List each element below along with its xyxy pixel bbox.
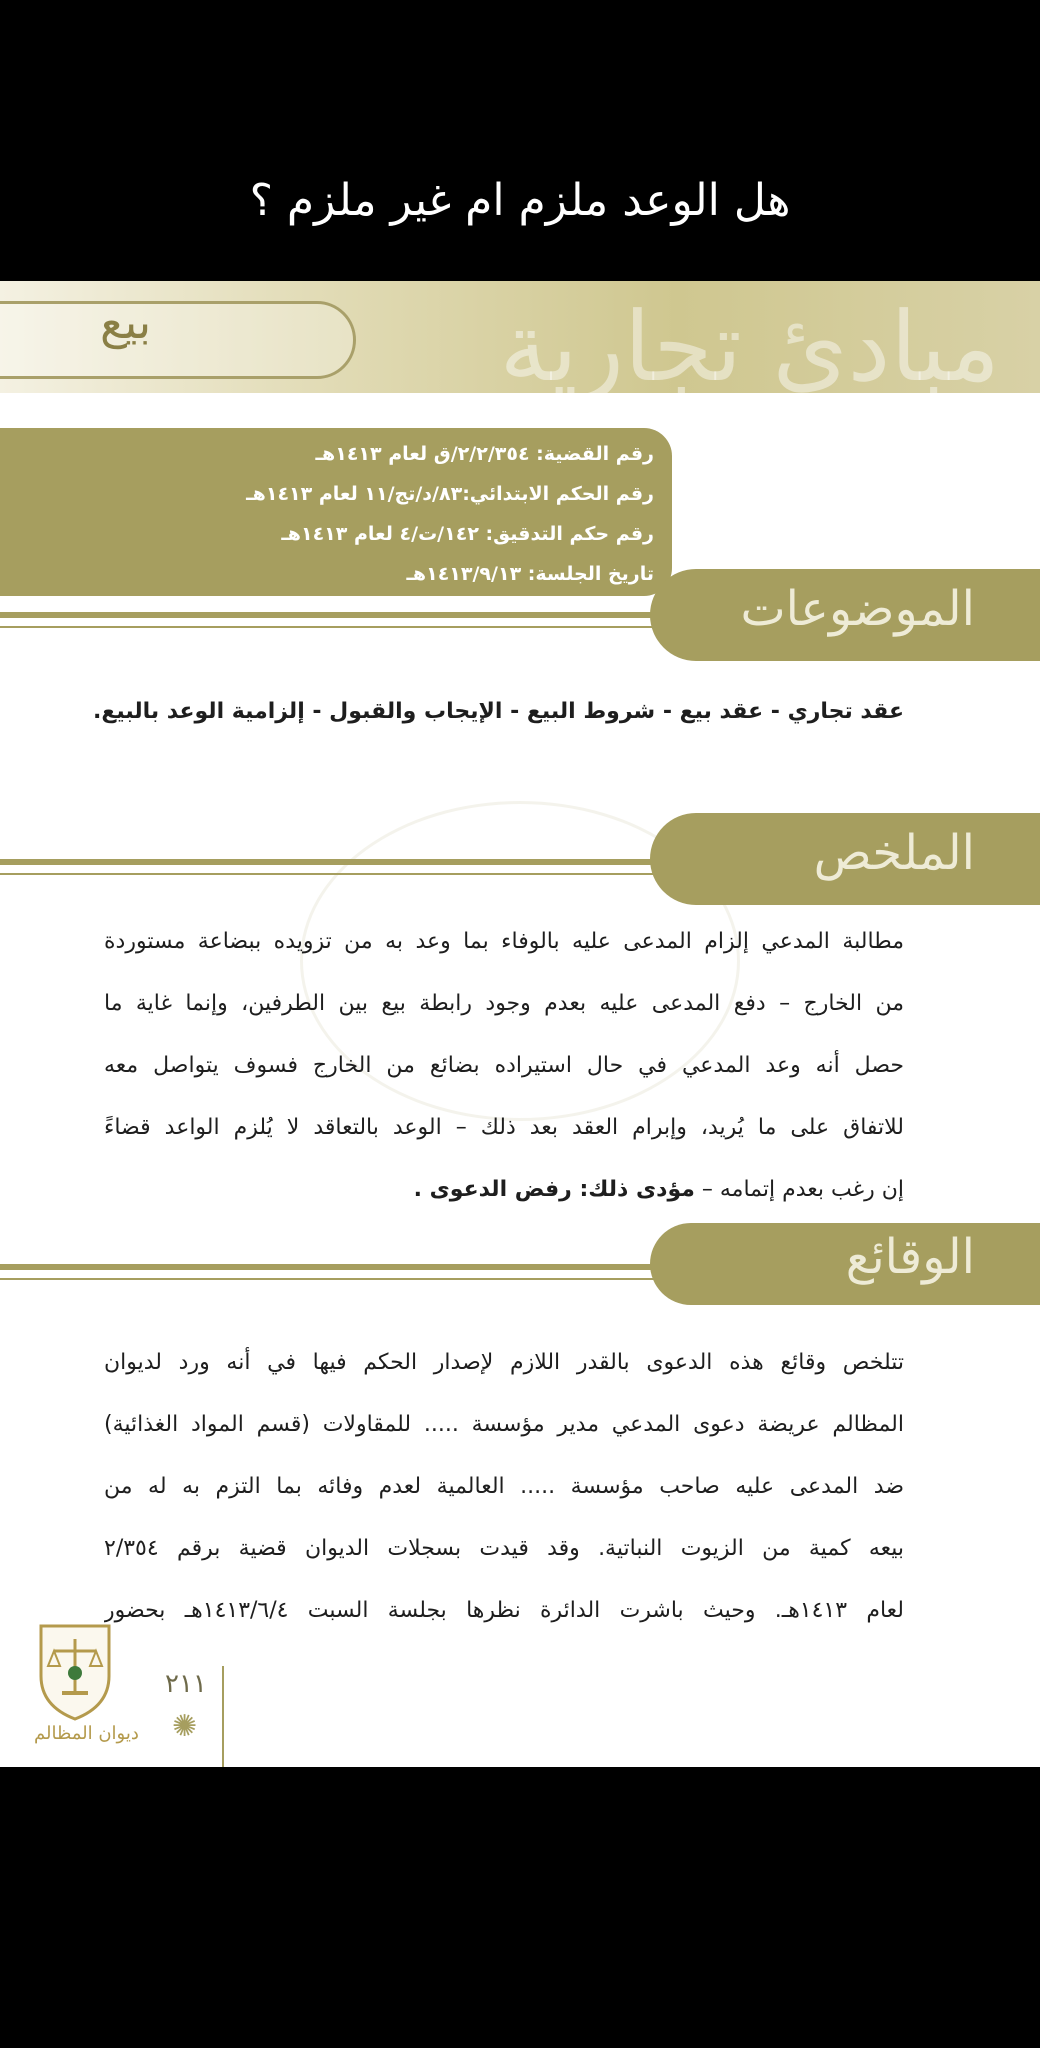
summary-paragraph <box>104 911 904 1221</box>
header-banner <box>0 281 1040 403</box>
facts-line: المظالم عريضة دعوى المدعي مدير مؤسسة ..... للمقاولات (قسم المواد الغذائية) <box>104 1412 904 1437</box>
top-bar <box>0 0 1040 281</box>
facts-rule <box>0 1264 700 1270</box>
summary-conclusion: مؤدى ذلك: رفض الدعوى . <box>413 1177 695 1202</box>
facts-line: ضد المدعى عليه صاحب مؤسسة ..... العالمية لعدم وفائه بما التزم به له من <box>104 1474 904 1499</box>
question-title: هل الوعد ملزم ام غير ملزم ؟ <box>249 175 791 226</box>
initial-ruling-number: رقم الحكم الابتدائي:٨٣/د/تج/١١ لعام ١٤١٣هـ <box>246 483 654 505</box>
summary-rule <box>0 859 700 865</box>
banner-watermark: مبادئ تجارية <box>499 291 1000 403</box>
emblem-caption: ديوان المظالم <box>34 1723 139 1744</box>
audit-ruling-number: رقم حكم التدقيق: ١٤٢/ت/٤ لعام ١٤١٣هـ <box>281 523 654 545</box>
topics-rule <box>0 612 700 618</box>
summary-last-plain: إن رغب بعدم إتمامه – <box>701 1177 904 1202</box>
case-info-lines <box>246 434 654 594</box>
topics-rule-thin <box>0 626 700 628</box>
scales-emblem-icon <box>36 1621 114 1721</box>
topics-title: الموضوعات <box>740 581 975 637</box>
footer-rule <box>222 1666 224 1767</box>
summary-line: من الخارج – دفع المدعى عليه بعدم وجود رابطة بيع بين الطرفين، وإنما غاية ما <box>104 991 904 1016</box>
facts-title: الوقائع <box>845 1229 975 1285</box>
summary-line: مطالبة المدعي إلزام المدعى عليه بالوفاء بما وعد به من تزويده ببضاعة مستوردة <box>104 929 904 954</box>
facts-line: بيعه كمية من الزيوت النباتية. وقد قيدت بسجلات الديوان قضية برقم ٢/٣٥٤ <box>104 1536 904 1561</box>
summary-line: حصل أنه وعد المدعي في حال استيراده بضائع من الخارج فسوف يتواصل معه <box>104 1053 904 1078</box>
facts-line: تتلخص وقائع هذه الدعوى بالقدر اللازم لإصدار الحكم فيها في أنه ورد لديوان <box>104 1350 904 1375</box>
summary-line: للاتفاق على ما يُريد، وإبرام العقد بعد ذلك – الوعد بالتعاقد لا يُلزم الواعد قضاءً <box>104 1115 904 1140</box>
facts-paragraph <box>104 1332 904 1642</box>
facts-line: لعام ١٤١٣هـ. وحيث باشرت الدائرة نظرها بجلسة السبت ١٤١٣/٦/٤هـ بحضور <box>104 1598 904 1623</box>
case-number: رقم القضية: ٢/٢/٣٥٤/ق لعام ١٤١٣هـ <box>315 443 654 465</box>
page-number: ٢١١ <box>165 1669 207 1699</box>
summary-title: الملخص <box>813 825 975 881</box>
summary-rule-thin <box>0 873 700 875</box>
banner-label: بيع <box>100 295 152 349</box>
swirl-ornament-icon: ✺ <box>172 1709 198 1744</box>
document-page <box>0 281 1040 1767</box>
banner-label-frame <box>0 301 356 379</box>
session-date: تاريخ الجلسة: ١٤١٣/٩/١٣هـ <box>406 563 654 585</box>
topics-text: عقد تجاري - عقد بيع - شروط البيع - الإيجاب والقبول - إلزامية الوعد بالبيع. <box>92 699 904 724</box>
facts-rule-thin <box>0 1278 700 1280</box>
summary-last-line <box>104 1159 904 1221</box>
